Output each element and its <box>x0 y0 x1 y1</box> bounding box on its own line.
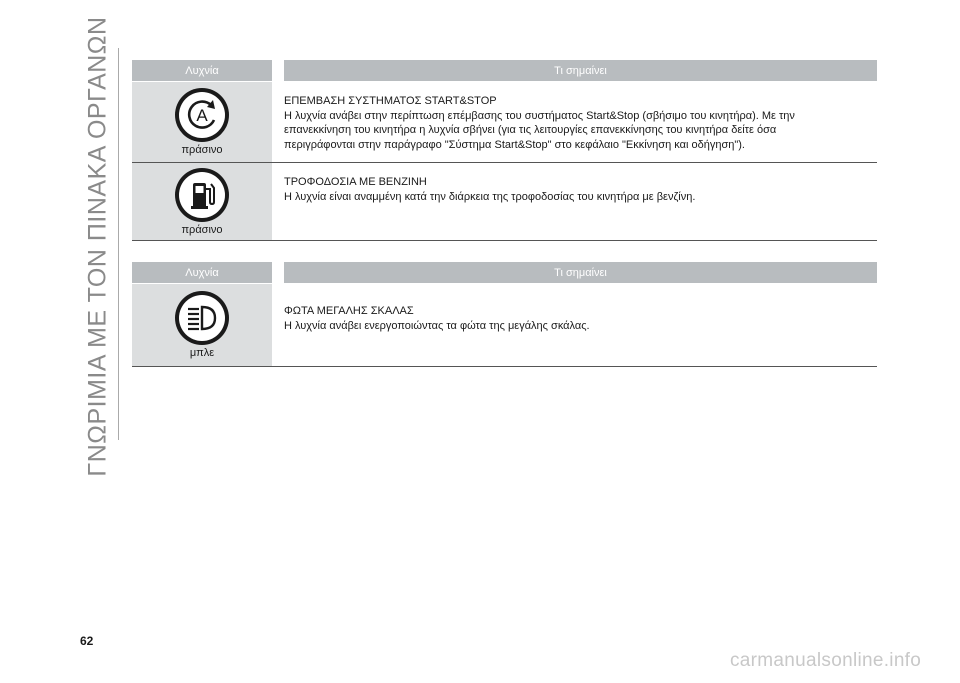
description <box>284 163 877 240</box>
page-number: 62 <box>80 634 94 648</box>
icon-cell <box>132 284 272 366</box>
icon-cell <box>132 163 272 240</box>
svg-text:A: A <box>196 106 208 125</box>
row-text-line: Η λυχνία ανάβει στην περίπτωση επέμβασης του συστήματος Start&Stop (σβήσιμο του κινητήρα). Με την <box>284 109 795 122</box>
header-light: Λυχνία <box>132 262 272 283</box>
row-title: ΤΡΟΦΟΔΟΣΙΑ ΜΕ ΒΕΝΖΙΝΗ <box>284 176 427 188</box>
warning-lights-table-1 <box>132 60 877 241</box>
table-row <box>132 284 877 367</box>
description <box>284 284 877 366</box>
row-title: ΕΠΕΜΒΑΣΗ ΣΥΣΤΗΜΑΤΟΣ START&STOP <box>284 95 497 107</box>
start-stop-icon <box>175 88 229 142</box>
header-meaning: Τι σημαίνει <box>284 262 877 283</box>
row-text-line: περιγράφονται στην παράγραφο "Σύστημα Start&Stop" στο κεφάλαιο "Εκκίνηση και οδήγηση"). <box>284 138 745 151</box>
fuel-pump-icon <box>175 168 229 222</box>
row-text-line: Η λυχνία ανάβει ενεργοποιώντας τα φώτα της μεγάλης σκάλας. <box>284 319 590 332</box>
header-light: Λυχνία <box>132 60 272 81</box>
icon-cell <box>132 82 272 162</box>
color-label: πράσινο <box>181 144 223 156</box>
color-label: μπλε <box>189 347 215 359</box>
table-header <box>132 60 877 81</box>
chapter-divider <box>118 48 119 440</box>
row-text-line: επανεκκίνηση του κινητήρα η λυχνία σβήνει (για τις λειτουργίες επανεκκίνησης του κινητήρα δείτε όσα <box>284 124 777 136</box>
row-title: ΦΩΤΑ ΜΕΓΑΛΗΣ ΣΚΑΛΑΣ <box>284 305 414 317</box>
table-row <box>132 163 877 241</box>
row-text-line: Η λυχνία είναι αναμμένη κατά την διάρκεια της τροφοδοσίας του κινητήρα με βενζίνη. <box>284 190 696 203</box>
description <box>284 82 877 162</box>
chapter-title-text: ΓΝΩΡΙΜΙΑ ΜΕ ΤΟΝ ΠΙΝΑΚΑ ΟΡΓΑΝΩΝ <box>83 15 112 477</box>
high-beam-icon <box>175 291 229 345</box>
table-header <box>132 262 877 283</box>
table-row <box>132 82 877 163</box>
color-label: πράσινο <box>181 223 223 236</box>
chapter-title <box>68 15 128 477</box>
warning-lights-table-2 <box>132 262 877 367</box>
header-meaning: Τι σημαίνει <box>284 60 877 81</box>
watermark: carmanualsonline.info <box>730 650 922 671</box>
